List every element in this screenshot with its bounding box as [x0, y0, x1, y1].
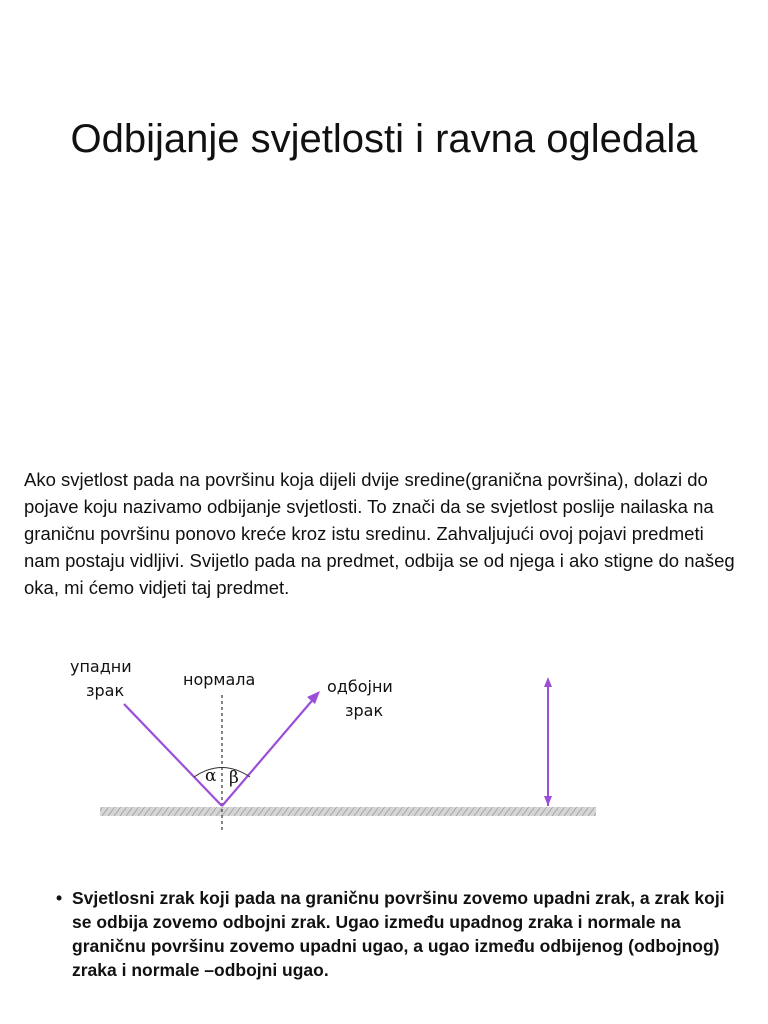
reflected-ray-label-line1: одбојни	[327, 677, 393, 696]
reflected-ray	[222, 696, 316, 806]
bullet-text: Svjetlosni zrak koji pada na graničnu površinu zovemo upadni zrak, a zrak koji se odbija zovemo odbojni zrak. Ugao između upadnog zraka i normale na graničnu površinu zovemo upadni ugao, a ugao između odbijenog (odbojnog) zraka i normale –odbojni ugao.	[72, 888, 725, 980]
mirror-surface	[100, 807, 596, 816]
intro-paragraph: Ako svjetlost pada na površinu koja dijeli dvije sredine(granična površina), dolazi do pojave koju nazivamo odbijanje svjetlosti. To znači da se svjetlost poslije nailaska na graničnu površinu ponovo kreće kroz istu sredinu. Zahvaljujući ovoj pojavi predmeti nam postaju vidljivi. Svijetlo pada na predmet, odbija se od njega i ako stigne do našeg oka, mi ćemo vidjeti taj predmet.	[24, 469, 735, 598]
incident-ray-label-line1: упадни	[70, 657, 132, 676]
reflected-ray-label-line2: зрак	[345, 701, 384, 720]
bullet-list	[56, 886, 736, 982]
beta-symbol: β	[229, 768, 239, 788]
object-arrow-top	[544, 677, 552, 687]
bullet-marker: •	[56, 888, 63, 908]
alpha-symbol: α	[205, 766, 217, 786]
incident-ray	[124, 704, 222, 806]
slide-title: Odbijanje svjetlosti i ravna ogledala	[70, 117, 698, 161]
object-arrow-bottom	[544, 796, 552, 806]
reflected-ray-arrowhead	[307, 691, 320, 704]
reflection-diagram	[0, 640, 768, 840]
normal-label: нормала	[183, 670, 256, 689]
bullet-item	[56, 886, 736, 982]
incident-ray-label-line2: зрак	[86, 681, 125, 700]
